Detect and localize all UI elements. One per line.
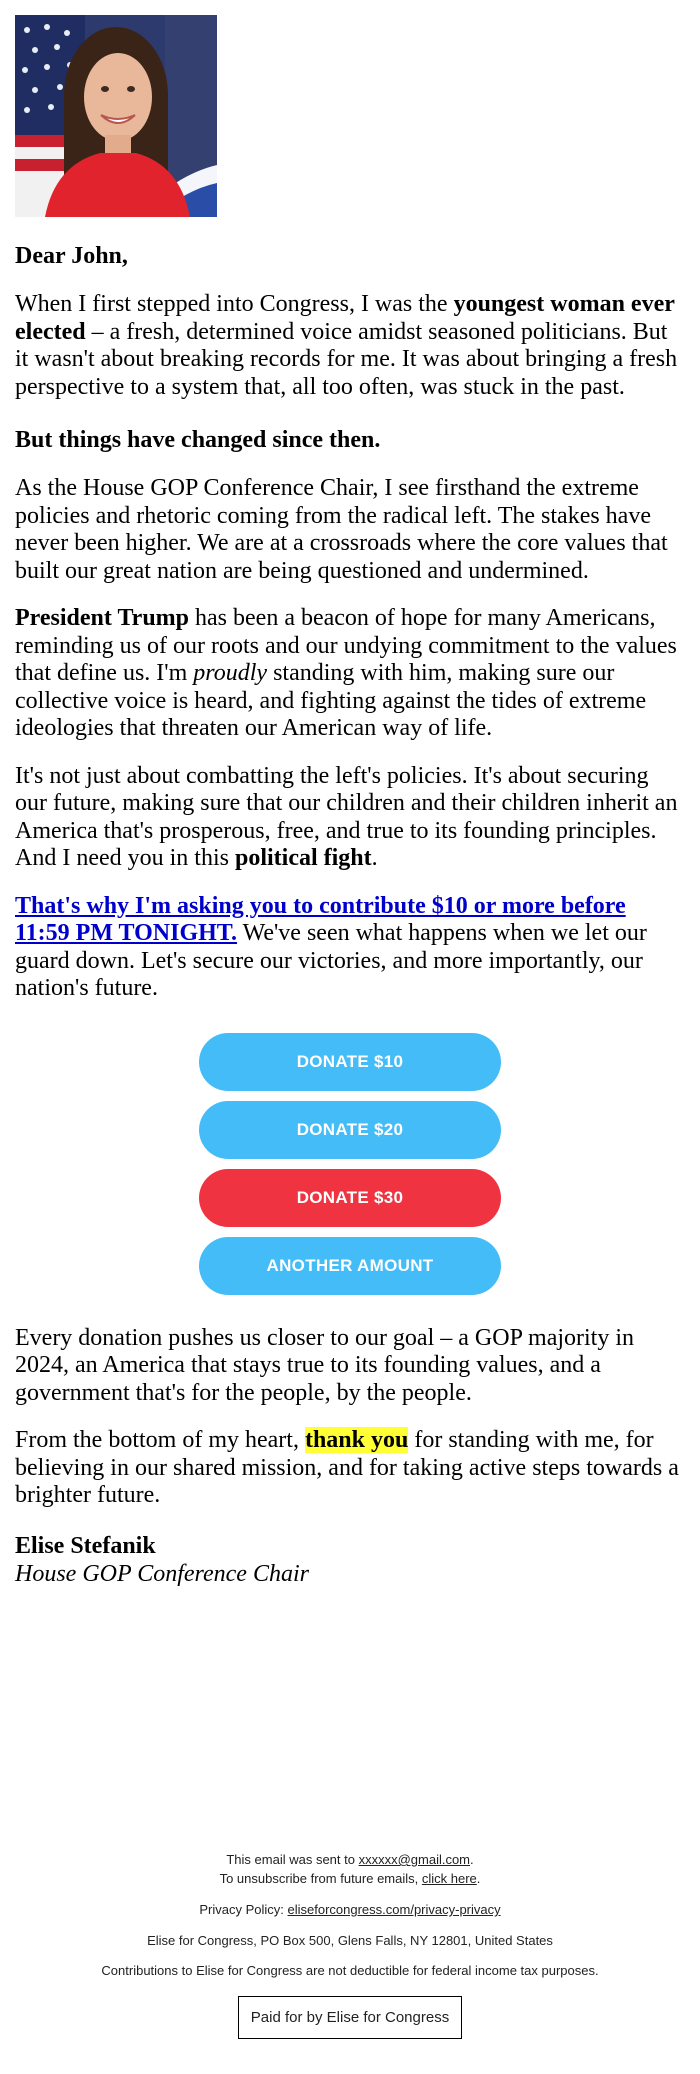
paragraph-intro: When I first stepped into Congress, I was the youngest woman ever elected – a fresh, determined voice amidst seasoned politicians. But it wasn't about breaking records for me. It was about bringing a fresh perspective to a system that, all too often, was stuck in the past.	[15, 291, 678, 400]
paragraph-conference-chair: As the House GOP Conference Chair, I see firsthand the extreme policies and rhetoric coming from the radical left. The stakes have never been higher. We are at a crossroads where the core values that built our great nation are being questioned and undermined.	[15, 475, 668, 584]
greeting: Dear John,	[15, 243, 128, 269]
paid-for-by-box: Paid for by Elise for Congress	[238, 1996, 462, 2039]
recipient-email-link[interactable]: xxxxxx@gmail.com	[358, 1852, 471, 1867]
thank-you-highlight: thank you	[304, 1427, 409, 1453]
paragraph-ask: That's why I'm asking you to contribute $10 or more before 11:59 PM TONIGHT. We've seen what happens when we let our guard down. Let's secure our victories, and more importantly, our nation's future.	[15, 892, 647, 1001]
contribute-link[interactable]: That's why I'm asking you to contribute $10 or more before 11:59 PM TONIGHT.	[15, 892, 626, 946]
section-heading: But things have changed since then.	[15, 427, 381, 453]
another-amount-button[interactable]: ANOTHER AMOUNT	[199, 1237, 501, 1295]
paragraph-goal: Every donation pushes us closer to our goal – a GOP majority in 2024, an America that stays true to its founding values, and a government that's for the people, by the people.	[15, 1324, 635, 1406]
signature-name: Elise Stefanik	[15, 1532, 156, 1559]
emphasis-youngest: youngest woman ever elected	[15, 291, 675, 345]
privacy-line: Privacy Policy: eliseforcongress.com/privacy-privacy	[199, 1902, 501, 1917]
privacy-policy-link[interactable]: eliseforcongress.com/privacy-privacy	[287, 1902, 501, 1917]
donate-10-button[interactable]: DONATE $10	[199, 1033, 501, 1091]
sent-to-line: This email was sent to xxxxxx@gmail.com.	[226, 1852, 474, 1867]
donate-buttons	[15, 1033, 685, 1305]
donate-30-button[interactable]: DONATE $30	[199, 1169, 501, 1227]
unsubscribe-line: To unsubscribe from future emails, click here.	[219, 1871, 481, 1886]
paragraph-trump: President Trump has been a beacon of hope for many Americans, reminding us of our roots and our undying commitment to the values that define us. I'm proudly standing with him, making sure our collective voice is heard, and fighting against the tides of extreme ideologies that threaten our American way of life.	[15, 605, 677, 741]
donate-20-button[interactable]: DONATE $20	[199, 1101, 501, 1159]
paragraph-thanks: From the bottom of my heart, thank you for standing with me, for believing in our shared mission, and for taking active steps towards a brighter future.	[15, 1427, 679, 1508]
unsubscribe-link[interactable]: click here	[421, 1871, 477, 1886]
signature-title: House GOP Conference Chair	[15, 1560, 309, 1587]
email-body	[15, 15, 685, 1588]
tax-disclaimer: Contributions to Elise for Congress are not deductible for federal income tax purposes.	[101, 1963, 599, 1978]
paragraph-future: It's not just about combatting the left's policies. It's about securing our future, making sure that our children and their children inherit an America that's prosperous, free, and true to its founding principles. And I need you in this political fight.	[15, 762, 678, 871]
email-footer	[0, 1850, 700, 2039]
mailing-address: Elise for Congress, PO Box 500, Glens Falls, NY 12801, United States	[147, 1933, 553, 1948]
candidate-photo	[15, 15, 217, 217]
